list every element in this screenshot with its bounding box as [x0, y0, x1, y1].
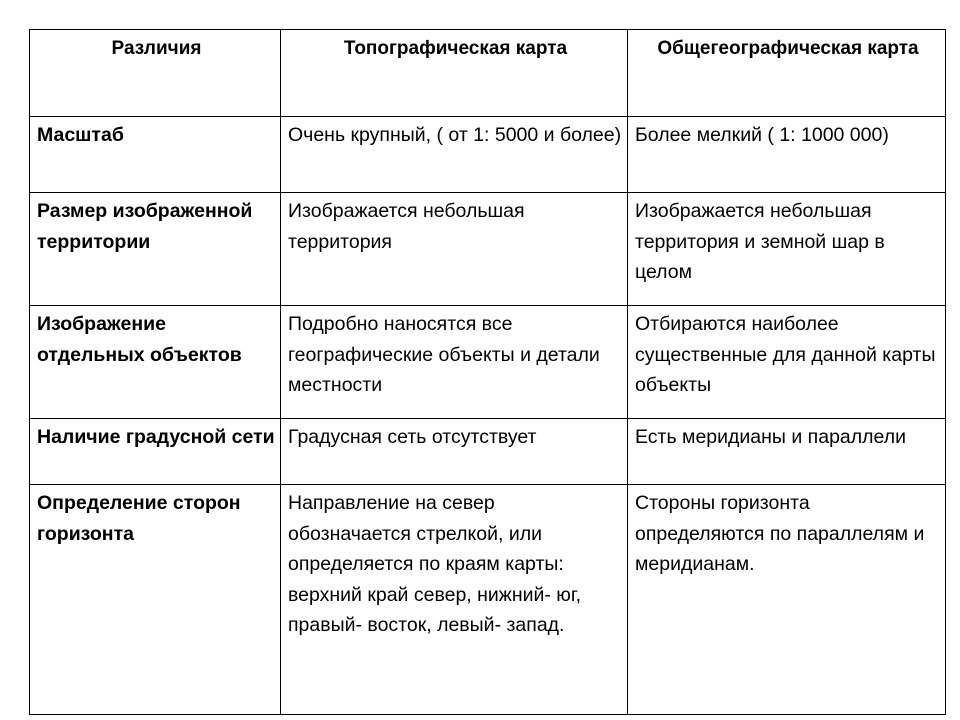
header-cell-general-geographic-map: Общегеографическая карта [628, 30, 946, 117]
table-row [30, 485, 946, 715]
row-label-territory-size: Размер изображенной территории [30, 193, 281, 306]
table-header-row [30, 30, 946, 117]
cell-general-degree-grid: Есть меридианы и параллели [628, 419, 946, 485]
table-row [30, 117, 946, 193]
cell-topographic-territory-size: Изображается небольшая территория [281, 193, 628, 306]
header-cell-topographic-map: Топографическая карта [281, 30, 628, 117]
cell-general-territory-size: Изображается небольшая территория и земной шар в целом [628, 193, 946, 306]
table-row [30, 419, 946, 485]
cell-general-scale: Более мелкий ( 1: 1000 000) [628, 117, 946, 193]
row-label-cardinal-directions: Определение сторон горизонта [30, 485, 281, 715]
cell-general-object-depiction: Отбираются наиболее существенные для данной карты объекты [628, 306, 946, 419]
cell-general-cardinal-directions: Стороны горизонта определяются по параллелям и меридианам. [628, 485, 946, 715]
comparison-table [29, 29, 946, 715]
cell-topographic-object-depiction: Подробно наносятся все географические объекты и детали местности [281, 306, 628, 419]
cell-topographic-scale: Очень крупный, ( от 1: 5000 и более) [281, 117, 628, 193]
cell-topographic-degree-grid: Градусная сеть отсутствует [281, 419, 628, 485]
row-label-object-depiction: Изображение отдельных объектов [30, 306, 281, 419]
table-row [30, 306, 946, 419]
row-label-degree-grid: Наличие градусной сети [30, 419, 281, 485]
row-label-scale: Масштаб [30, 117, 281, 193]
table-row [30, 193, 946, 306]
cell-topographic-cardinal-directions: Направление на север обозначается стрелкой, или определяется по краям карты: верхний край север, нижний- юг, правый- восток, левый- запад. [281, 485, 628, 715]
header-cell-differences: Различия [30, 30, 281, 117]
